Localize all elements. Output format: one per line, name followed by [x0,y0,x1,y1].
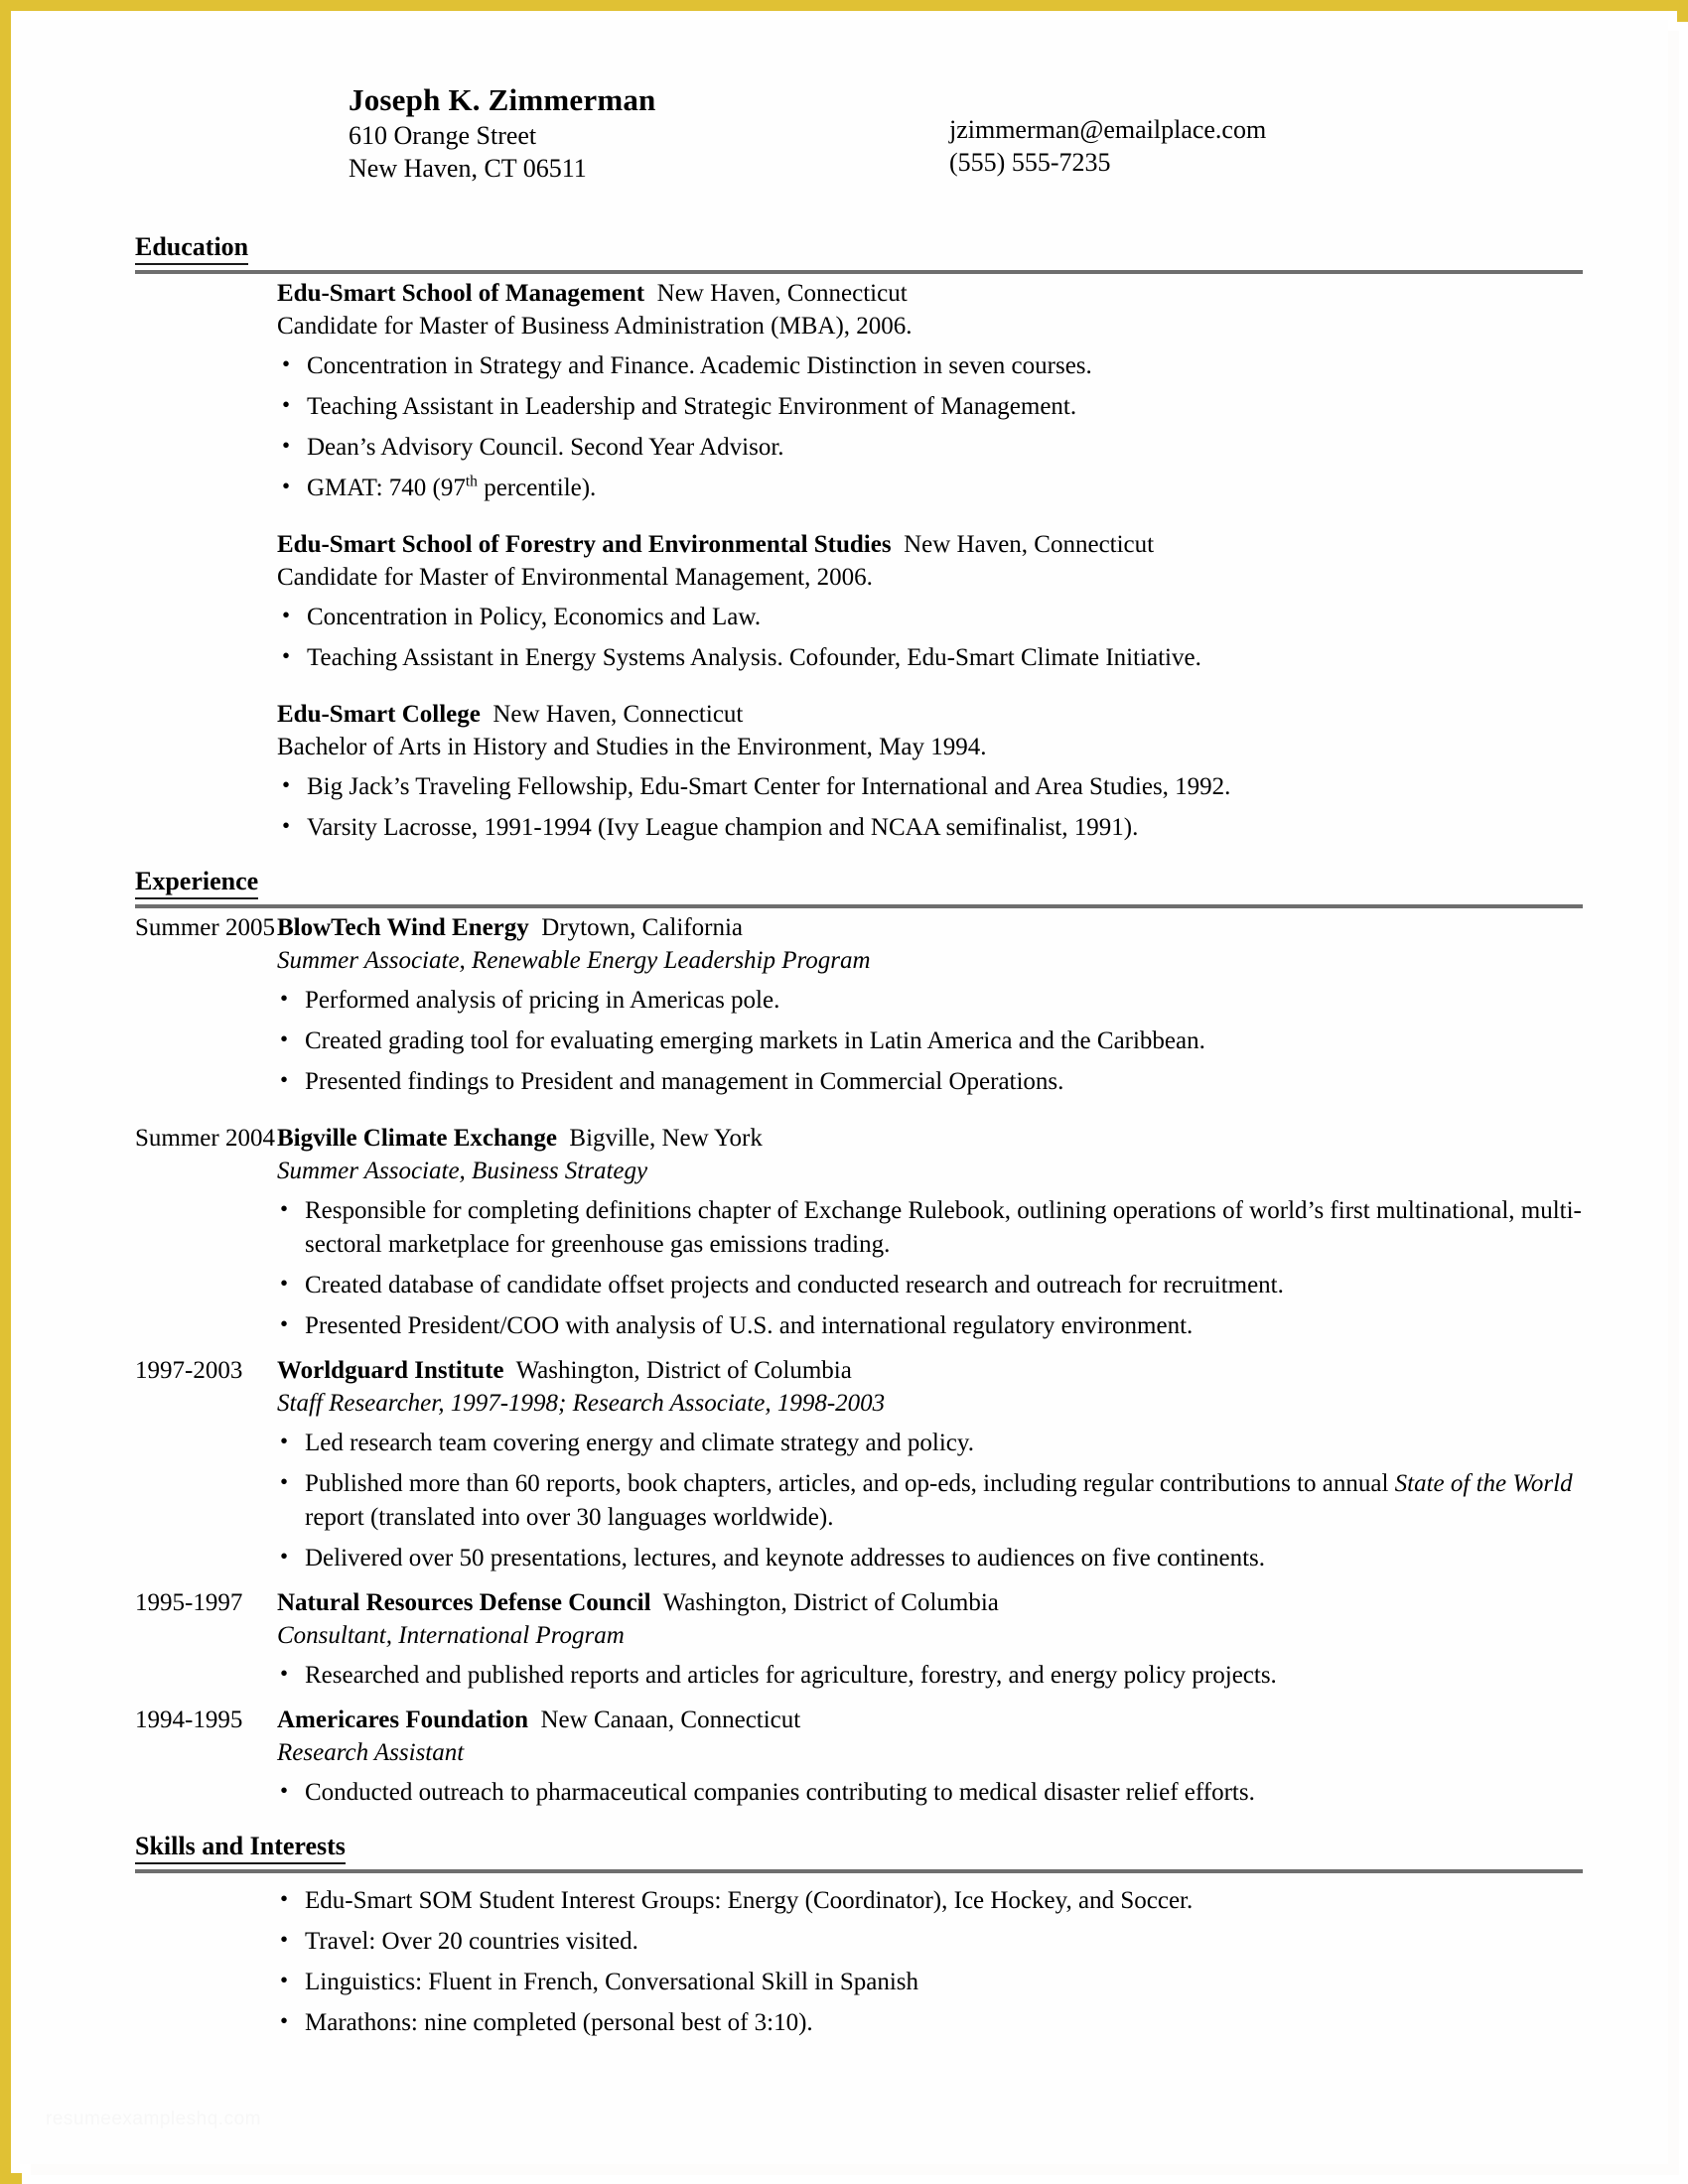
list-item: • Teaching Assistant in Leadership and Strategic Environment of Management. [279,390,1587,424]
experience-date: 1994-1995 [135,1706,243,1733]
experience-job-title: Summer Associate, Business Strategy [277,1157,648,1184]
list-item: • Created grading tool for evaluating emerging markets in Latin America and the Caribbean. [277,1024,1587,1058]
experience-date: Summer 2004 [135,1125,275,1152]
education-org-name: Edu-Smart School of Management [277,280,645,307]
experience-org-name: Natural Resources Defense Council [277,1589,651,1616]
page-watermark: resumeexampleshq.com [46,2109,261,2129]
experience-job-title: Staff Researcher, 1997-1998; Research Associate, 1998-2003 [277,1389,886,1417]
publication-text-after: report (translated into over 30 languages worldwide). [305,1504,834,1531]
experience-entry [135,1355,1587,1575]
experience-org-location: Washington, District of Columbia [515,1357,852,1384]
list-item: • Led research team covering energy and climate strategy and policy. [277,1427,1587,1460]
resume-header [135,20,1587,210]
education-degree: Candidate for Master of Business Administration (MBA), 2006. [277,312,913,340]
header-contact [949,113,1545,180]
education-org-location: New Haven, Connecticut [904,531,1155,558]
experience-job-title: Summer Associate, Renewable Energy Leadership Program [277,946,871,974]
experience-job-title: Consultant, International Program [277,1621,625,1649]
education-org-name: Edu-Smart College [277,701,481,728]
experience-org-location: Washington, District of Columbia [662,1589,999,1616]
education-bullet-list [279,601,1587,675]
experience-bullet-list [277,1427,1587,1575]
list-item-gmat [279,472,1587,505]
experience-date: 1995-1997 [135,1589,243,1616]
section-title-experience: Experience [135,867,258,899]
list-item: • Varsity Lacrosse, 1991-1994 (Ivy League champion and NCAA semifinalist, 1991). [279,811,1587,845]
list-item: • Big Jack’s Traveling Fellowship, Edu-Smart Center for International and Area Studies, 1992. [279,770,1587,804]
education-entry [135,278,1587,505]
experience-bullet-list [277,1194,1587,1343]
publication-title: State of the World [1394,1470,1573,1497]
experience-org-location: New Canaan, Connecticut [540,1706,801,1733]
list-item: • Linguistics: Fluent in French, Conversational Skill in Spanish [277,1966,1587,1999]
experience-entry [135,1587,1587,1693]
experience-entry [135,1705,1587,1810]
list-item: • Presented findings to President and management in Commercial Operations. [277,1065,1587,1099]
education-bullet-list [279,349,1587,505]
list-item: • Travel: Over 20 countries visited. [277,1925,1587,1959]
list-item: • Researched and published reports and articles for agriculture, forestry, and energy policy projects. [277,1659,1587,1693]
list-item: • Conducted outreach to pharmaceutical companies contributing to medical disaster relief efforts. [277,1776,1587,1810]
education-degree: Candidate for Master of Environmental Management, 2006. [277,563,873,591]
candidate-name: Joseph K. Zimmerman [349,82,656,117]
skills-bullet-list [277,1884,1587,2040]
section-rule-education [135,270,1583,274]
section-title-education: Education [135,232,248,265]
publication-text-before: Published more than 60 reports, book chapters, articles, and op-eds, including regular contributions to annual [305,1470,1395,1497]
education-entry [135,699,1587,845]
experience-org-name: Americares Foundation [277,1706,528,1733]
experience-org-name: Worldguard Institute [277,1357,504,1384]
education-org-location: New Haven, Connecticut [656,280,908,307]
experience-bullet-list [277,1776,1587,1810]
list-item-publication [277,1467,1587,1535]
education-org-line [277,278,1587,311]
list-item: • Concentration in Policy, Economics and Law. [279,601,1587,634]
experience-org-name: BlowTech Wind Energy [277,914,529,941]
email-address: jzimmerman@emailplace.com [949,115,1267,144]
resume-document [20,20,1668,2164]
skills-block [135,1884,1587,2040]
list-item: • Marathons: nine completed (personal best of 3:10). [277,2006,1587,2040]
experience-bullet-list [277,984,1587,1099]
education-org-name: Edu-Smart School of Forestry and Environmental Studies [277,531,892,558]
experience-org-line [277,1587,1587,1620]
header-identity [349,81,944,185]
section-header-experience [135,867,1587,912]
education-org-line [277,529,1587,562]
experience-org-line [277,912,1587,945]
gmat-prefix: GMAT: 740 (97 [307,475,466,501]
resume-content [135,20,1587,2040]
gmat-suffix: percentile). [477,475,597,501]
gmat-ordinal-suffix: th [465,473,478,490]
experience-date: Summer 2005 [135,914,275,941]
education-org-line [277,699,1587,732]
list-item: • Dean’s Advisory Council. Second Year Advisor. [279,431,1587,465]
experience-job-title: Research Assistant [277,1738,465,1766]
education-org-location: New Haven, Connecticut [492,701,744,728]
list-item: • Edu-Smart SOM Student Interest Groups: Energy (Coordinator), Ice Hockey, and Soccer. [277,1884,1587,1918]
list-item: • Delivered over 50 presentations, lectures, and keynote addresses to audiences on five continents. [277,1542,1587,1575]
education-bullet-list [279,770,1587,845]
experience-org-location: Bigville, New York [569,1125,763,1152]
experience-org-line [277,1123,1587,1156]
experience-org-line [277,1355,1587,1388]
address-line-2: New Haven, CT 06511 [349,154,587,184]
experience-bullet-list [277,1659,1587,1693]
section-header-skills [135,1832,1587,1877]
list-item: • Created database of candidate offset projects and conducted research and outreach for recruitment. [277,1269,1587,1302]
list-item: • Concentration in Strategy and Finance. Academic Distinction in seven courses. [279,349,1587,383]
section-rule-experience [135,904,1583,908]
list-item: • Presented President/COO with analysis of U.S. and international regulatory environment. [277,1309,1587,1343]
section-header-education [135,232,1587,278]
experience-date: 1997-2003 [135,1357,243,1384]
experience-org-location: Drytown, California [541,914,744,941]
education-entry [135,529,1587,675]
section-rule-skills [135,1869,1583,1873]
phone-number: (555) 555-7235 [949,148,1111,178]
experience-entry [135,1123,1587,1343]
list-item: • Responsible for completing definitions chapter of Exchange Rulebook, outlining operations of world’s first multinational, multi-sectoral marketplace for greenhouse gas emissions trading. [277,1194,1587,1262]
address-line-1: 610 Orange Street [349,120,537,150]
experience-org-name: Bigville Climate Exchange [277,1125,557,1152]
list-item: • Performed analysis of pricing in Americas pole. [277,984,1587,1018]
experience-entry [135,912,1587,1099]
education-degree: Bachelor of Arts in History and Studies in the Environment, May 1994. [277,733,987,760]
experience-org-line [277,1705,1587,1737]
section-title-skills: Skills and Interests [135,1832,346,1864]
list-item: • Teaching Assistant in Energy Systems Analysis. Cofounder, Edu-Smart Climate Initiative. [279,641,1587,675]
